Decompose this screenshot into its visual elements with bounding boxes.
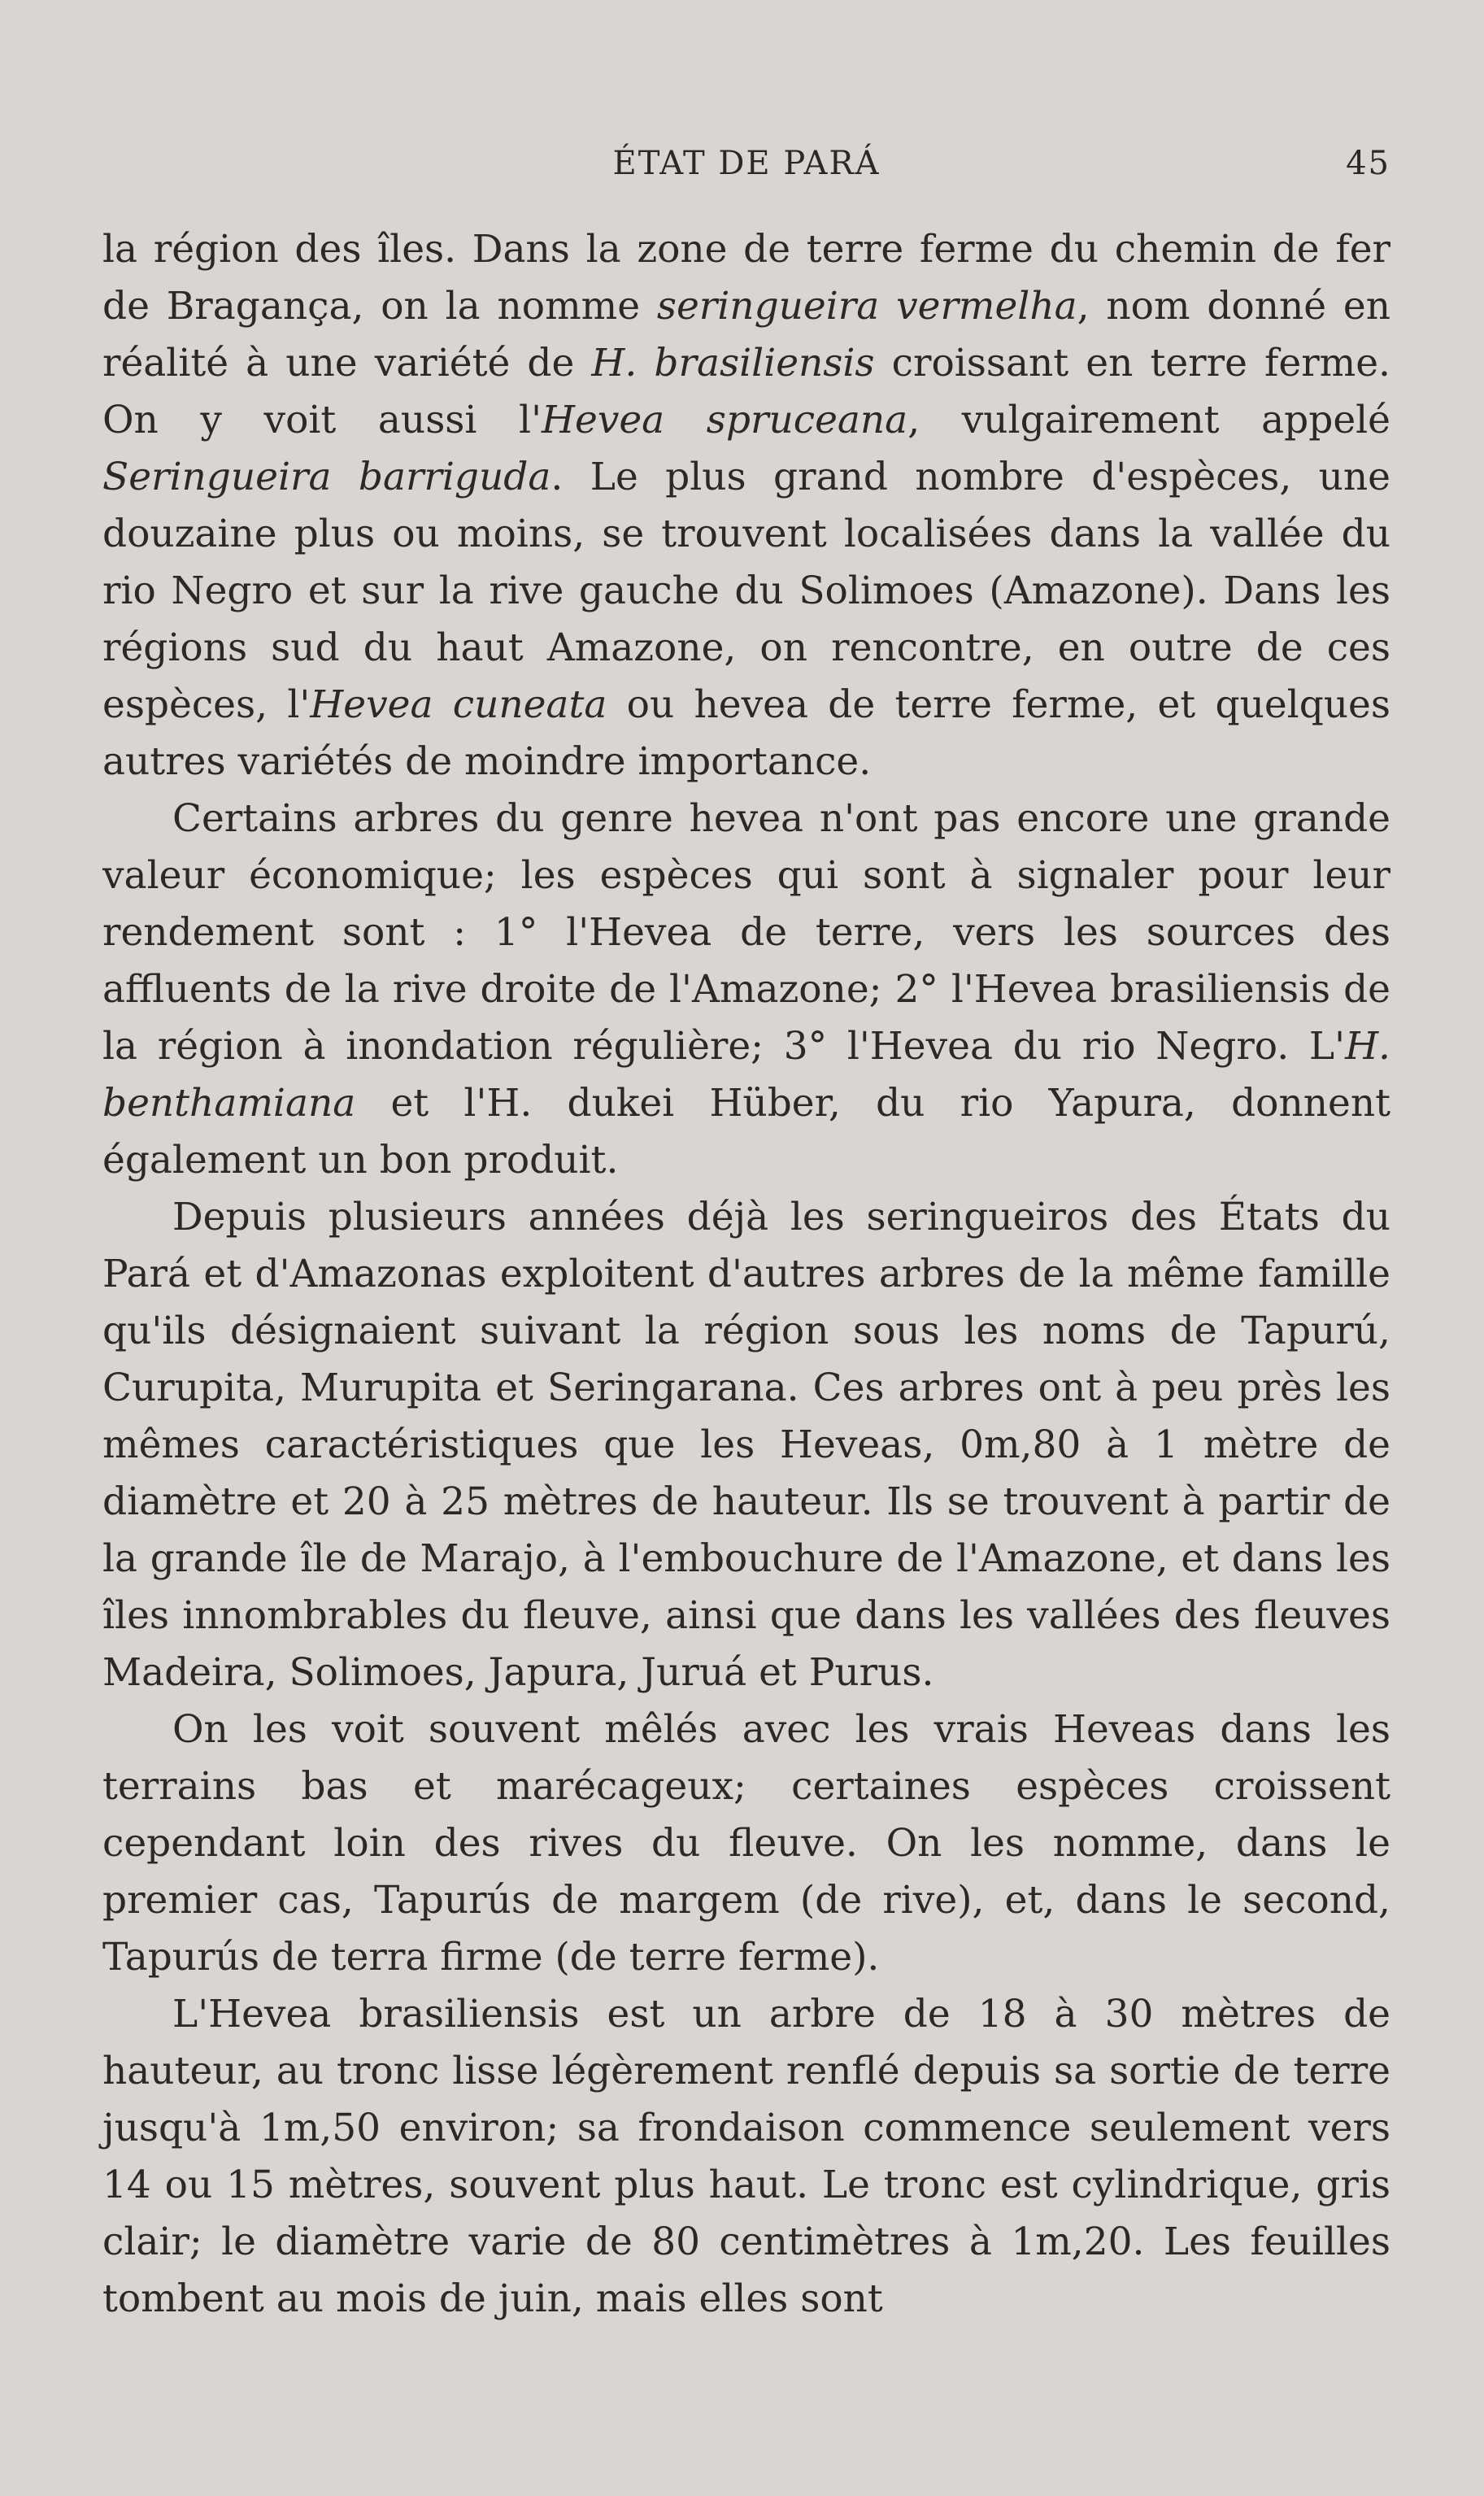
paragraph-3 [102,1189,1390,1701]
text-segment: On les voit souvent mêlés avec les vrais Heveas dans les terrains bas et marécageux; certaines espèces croissent cependant loin des rives du fleuve. On les nomme, dans le premier cas, Tapurús de margem (de rive), et, dans le second, Tapurús de terra firme (de terre ferme). [102,1707,1390,1980]
text-segment: , nom donné en réalité à une variété de [102,284,1390,386]
text-segment: la région des îles. Dans la zone de terre ferme du chemin de fer de Bragança, on la nomme [102,227,1390,329]
paragraph-5 [102,1986,1390,2328]
running-title: ÉTAT DE PARÁ [612,145,881,182]
running-header [102,145,1390,194]
italic-term: H. benthamiana [102,1024,1390,1126]
text-segment: ou hevea de terre ferme, et quelques autres variétés de moindre importance. [102,682,1390,784]
body-text [102,221,1390,2328]
text-segment: Certains arbres du genre hevea n'ont pas encore une grande valeur économique; les espèces qui sont à signaler pour leur rendement sont : 1° l'Hevea de terre, vers les sources des affluents de la rive droite de l'Amazone; 2° l'Hevea brasiliensis de la région à inondation régulière; 3° l'Hevea du rio Negro. L' [102,796,1390,1069]
page-number: 45 [1346,145,1390,182]
italic-term: Hevea spruceana [542,398,908,442]
text-segment: , vulgairement appelé [907,398,1390,442]
text-segment: et l'H. dukei Hüber, du rio Yapura, donnent également un bon produit. [102,1081,1390,1183]
text-segment: . Le plus grand nombre d'espèces, une douzaine plus ou moins, se trouvent localisées dans la vallée du rio Negro et sur la rive gauche du Solimoes (Amazone). Dans les régions sud du haut Amazone, on rencontre, en outre de ces espèces, l' [102,455,1390,727]
italic-term: H. brasiliensis [591,341,875,386]
italic-term: Hevea cuneata [310,682,607,727]
text-segment: Depuis plusieurs années déjà les seringueiros des États du Pará et d'Amazonas exploitent d'autres arbres de la même famille qu'ils désignaient suivant la région sous les noms de Tapurú, Curupita, Murupita et Seringarana. Ces arbres ont à peu près les mêmes caractéristiques que les Heveas, 0m,80 à 1 mètre de diamètre et 20 à 25 mètres de hauteur. Ils se trouvent à partir de la grande île de Marajo, à l'embouchure de l'Amazone, et dans les îles innombrables du fleuve, ainsi que dans les vallées des fleuves Madeira, Solimoes, Japura, Juruá et Purus. [102,1195,1390,1695]
text-segment: L'Hevea brasiliensis est un arbre de 18 à 30 mètres de hauteur, au tronc lisse légèrement renflé depuis sa sortie de terre jusqu'à 1m,50 environ; sa frondaison commence seulement vers 14 ou 15 mètres, souvent plus haut. Le tronc est cylindrique, gris clair; le diamètre varie de 80 centimètres à 1m,20. Les feuilles tombent au mois de juin, mais elles sont [102,1992,1390,2321]
paragraph-2 [102,791,1390,1189]
italic-term: seringueira vermelha [656,284,1077,329]
text-segment: croissant en terre ferme. On y voit aussi l' [102,341,1390,442]
paragraph-4 [102,1701,1390,1986]
italic-term: Seringueira barriguda [102,455,551,499]
paragraph-1 [102,221,1390,791]
